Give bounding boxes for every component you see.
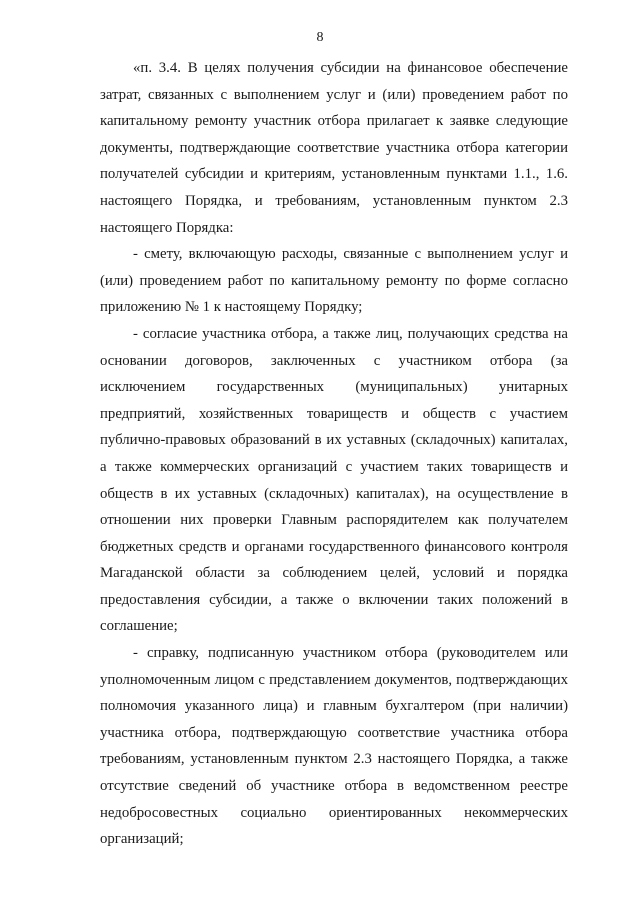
paragraph-consent-item: - согласие участника отбора, а также лиц, получающих средства на основании договоров, заключенных с участником отбора (за исключением государственных (муниципальных) унитарных предприятий, хозяйственных товариществ и обществ с участием публично-правовых образований в их уставных (складочных) капиталах, а также коммерческих организаций с участием таких товариществ и обществ в их уставных (складочных) капиталах), на осуществление в отношении них проверки Главным распорядителем как получателем бюджетных средств и органами государственного финансового контроля Магаданской области за соблюдением целей, условий и порядка предоставления субсидии, а также о включении таких положений в соглашение; [100,325,568,635]
page-number: 8 [316,30,324,45]
paragraph-clause-3-4-intro: «п. 3.4. В целях получения субсидии на финансовое обеспечение затрат, связанных с выполнением услуг и (или) проведением работ по капитальному ремонту участник отбора прилагает к заявке следующие документы, подтверждающие соответствие участника отбора категории получателей субсидии и критериям, установленным пунктами 1.1., 1.6. настоящего Порядка, и требованиям, установленным пунктом 2.3 настоящего Порядка: [100,60,568,236]
document-body [100,55,568,853]
paragraph-estimate-item: - смету, включающую расходы, связанные с выполнением услуг и (или) проведением работ по капитальному ремонту по форме согласно приложению № 1 к настоящему Порядку; [100,246,568,316]
paragraph-certificate-item: - справку, подписанную участником отбора (руководителем или уполномоченным лицом с представлением документов, подтверждающих полномочия указанного лица) и главным бухгалтером (при наличии) участника отбора, подтверждающую соответствие участника отбора требованиям, установленным пунктом 2.3 настоящего Порядка, а также отсутствие сведений об участнике отбора в ведомственном реестре недобросовестных социально ориентированных некоммерческих организаций; [100,645,568,848]
